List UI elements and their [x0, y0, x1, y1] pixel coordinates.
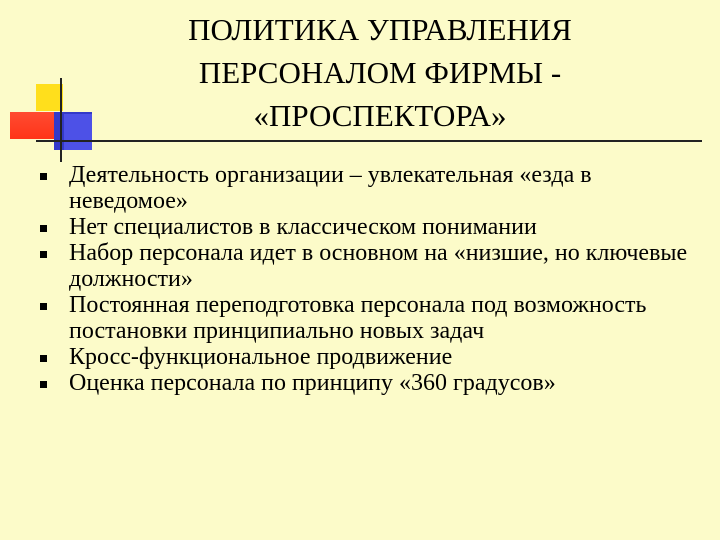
bullet-item [40, 292, 700, 344]
square-bullet-icon [40, 381, 47, 388]
bullet-list [40, 162, 700, 396]
bullet-item [40, 214, 700, 240]
bullet-text: Нет специалистов в классическом понимании [69, 214, 537, 240]
square-bullet-icon [40, 173, 47, 180]
decorative-squares-logo [0, 0, 110, 170]
bullet-item [40, 162, 700, 214]
bullet-text: Набор персонала идет в основном на «низшие, но ключевые должности» [69, 240, 688, 292]
square-bullet-icon [40, 251, 47, 258]
red-rectangle-highlight [10, 112, 55, 139]
title-line-2: ПЕРСОНАЛОМ ФИРМЫ - [198, 55, 562, 90]
square-bullet-icon [40, 303, 47, 310]
blue-square-shade [64, 114, 92, 150]
bullet-text: Кросс-функциональное продвижение [69, 344, 453, 370]
slide-title [100, 8, 660, 137]
bullet-text: Оценка персонала по принципу «360 градусов» [69, 370, 556, 396]
yellow-square [36, 84, 63, 111]
title-line-3: «ПРОСПЕКТОРА» [253, 98, 507, 133]
vertical-rule [60, 78, 62, 162]
square-bullet-icon [40, 225, 47, 232]
bullet-item [40, 240, 700, 292]
square-bullet-icon [40, 355, 47, 362]
bullet-item [40, 370, 700, 396]
bullet-text: Постоянная переподготовка персонала под возможность постановки принципиально новых задач [69, 292, 647, 344]
bullet-item [40, 344, 700, 370]
title-line-1: ПОЛИТИКА УПРАВЛЕНИЯ [188, 12, 572, 47]
bullet-text: Деятельность организации – увлекательная «езда в неведомое» [69, 162, 592, 214]
title-underline-rule [36, 140, 702, 142]
